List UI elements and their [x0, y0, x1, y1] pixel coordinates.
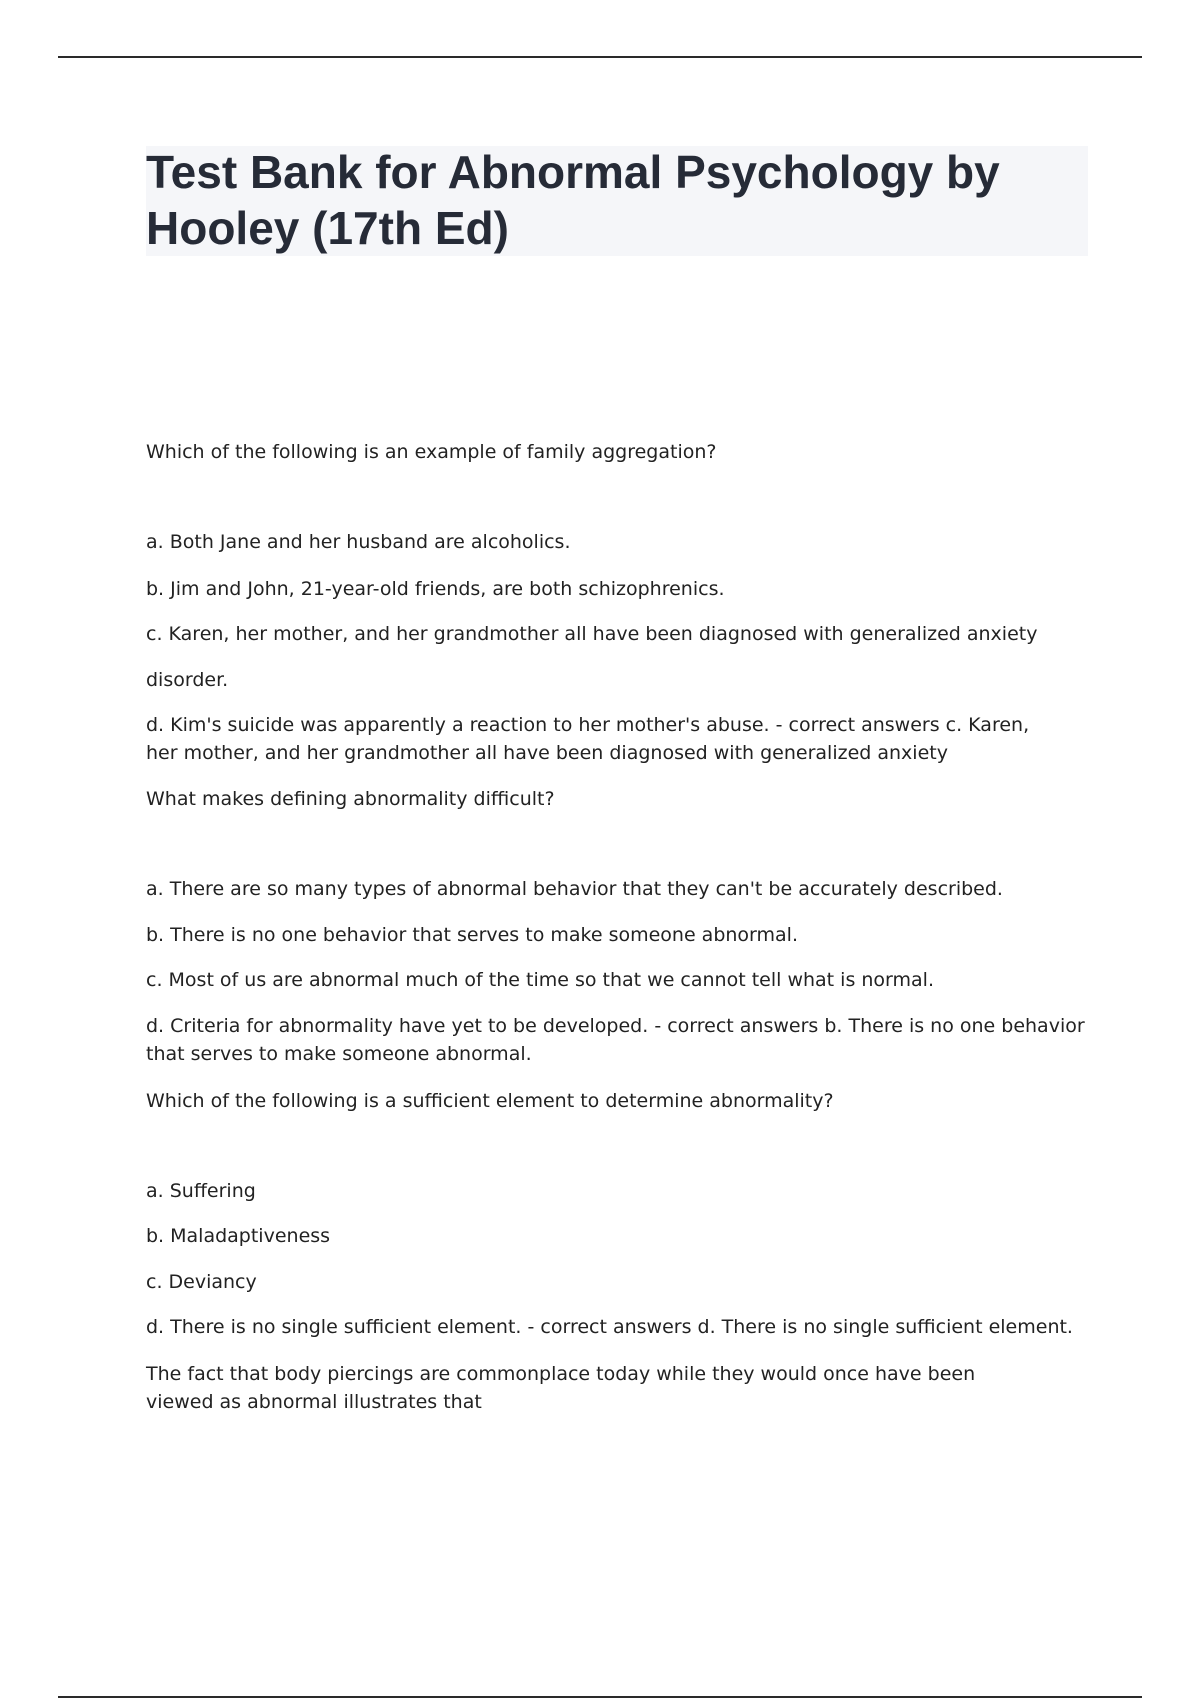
question-3-option-d-answer: d. There is no single sufficient element. - correct answers d. There is no single sufficient element.	[146, 1316, 1073, 1338]
question-2-option-a: a. There are so many types of abnormal behavior that they can't be accurately described.	[146, 878, 1003, 900]
question-1-option-c: c. Karen, her mother, and her grandmother all have been diagnosed with generalized anxiety	[146, 623, 1038, 645]
question-1-option-b: b. Jim and John, 21-year-old friends, are both schizophrenics.	[146, 578, 725, 600]
question-2-option-c: c. Most of us are abnormal much of the time so that we cannot tell what is normal.	[146, 969, 934, 991]
question-2-option-d-answer: d. Criteria for abnormality have yet to be developed. - correct answers b. There is no one behavior that serves to make someone abnormal.	[146, 1015, 1085, 1065]
bottom-rule	[58, 1696, 1142, 1698]
question-1-prompt: Which of the following is an example of family aggregation?	[146, 441, 717, 463]
question-3-option-b: b. Maladaptiveness	[146, 1225, 331, 1247]
question-2-prompt: What makes defining abnormality difficult?	[146, 788, 555, 810]
question-2-option-b: b. There is no one behavior that serves to make someone abnormal.	[146, 924, 799, 946]
question-4-prompt: The fact that body piercings are commonplace today while they would once have been viewed as abnormal illustrates that	[146, 1363, 976, 1413]
question-1-option-c-continued: disorder.	[146, 669, 229, 691]
question-3-option-a: a. Suffering	[146, 1180, 256, 1202]
top-rule	[58, 56, 1142, 58]
question-1-option-d-answer: d. Kim's suicide was apparently a reaction to her mother's abuse. - correct answers c. Karen, her mother, and her grandmother all have been diagnosed with generalized anxiety	[146, 714, 1030, 764]
question-3-prompt: Which of the following is a sufficient element to determine abnormality?	[146, 1090, 834, 1112]
document-title: Test Bank for Abnormal Psychology by Hooley (17th Ed)	[146, 146, 1000, 254]
title-block	[146, 146, 1088, 256]
question-1-option-a: a. Both Jane and her husband are alcoholics.	[146, 531, 571, 553]
question-3-option-c: c. Deviancy	[146, 1271, 257, 1293]
